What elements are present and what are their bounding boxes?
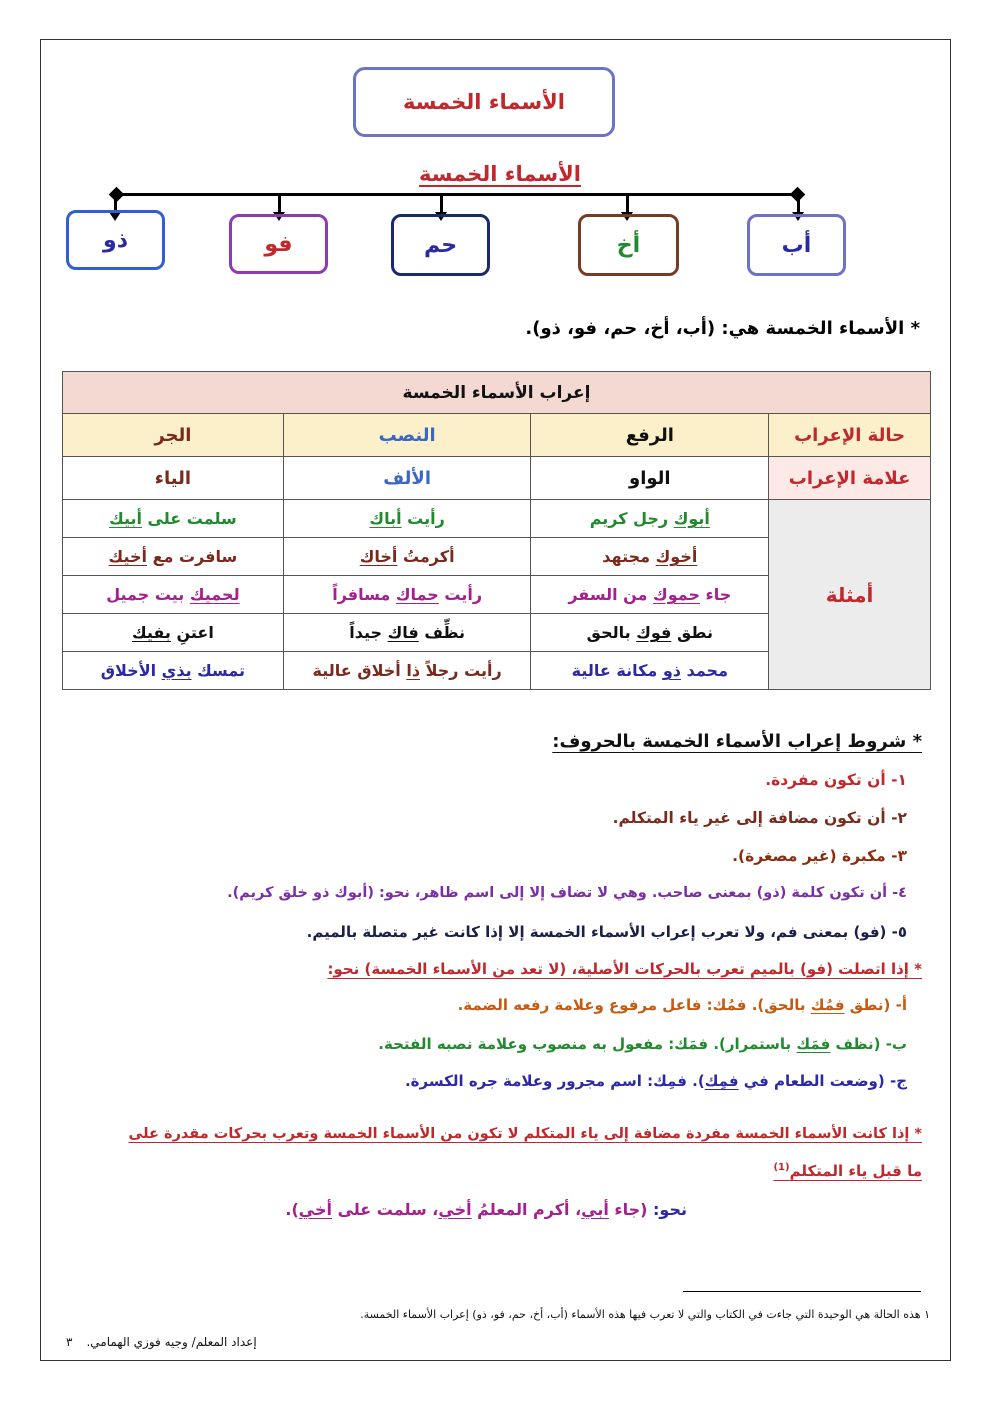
header-raf: الرفع — [531, 414, 769, 457]
tree-box-dhu: ذو — [66, 210, 165, 270]
example-jarr: سلمت على أبيك — [63, 500, 284, 538]
example-raf: نطق فوك بالحق — [531, 614, 769, 652]
example-nasb: رأيت أباك — [283, 500, 531, 538]
examples-label: أمثلة — [769, 500, 931, 690]
tree-box-ab: أب — [747, 214, 846, 276]
page-title: الأسماء الخمسة — [353, 67, 615, 137]
footer-credit: إعداد المعلم/ وجيه فوزي الهمامي. — [86, 1335, 257, 1349]
example-raf: أخوك مجتهد — [531, 538, 769, 576]
mim-example-b: ب- (نظف فمَك باستمرار). فمَك: مفعول به منصوب وعلامة نصبه الفتحة. — [378, 1035, 907, 1053]
example-nasb: رأيت رجلاً ذا أخلاق عالية — [283, 652, 531, 690]
tree-box-ham: حم — [391, 214, 490, 276]
condition-item: ٣- مكبرة (غير مصغرة). — [732, 847, 907, 865]
example-nasb: رأيت حماك مسافراً — [283, 576, 531, 614]
mim-note-title: * إذا اتصلت (فو) بالميم تعرب بالحركات الأصلية، (لا تعد من الأسماء الخمسة) نحو: — [327, 960, 922, 978]
example-jarr: سافرت مع أخيك — [63, 538, 284, 576]
footnote-text: ١ هذه الحالة هي الوحيدة التي جاءت في الكتاب والتي لا تعرب فيها هذه الأسماء (أب، أخ، حم، فو، ذو) إعراب الأسماء الخمسة. — [360, 1308, 930, 1321]
irab-table — [62, 371, 931, 690]
example-jarr: اعتنِ بفيك — [63, 614, 284, 652]
table-title: إعراب الأسماء الخمسة — [63, 372, 931, 414]
header-jarr: الجر — [63, 414, 284, 457]
ya-note-line1: * إذا كانت الأسماء الخمسة مفردة مضافة إلى ياء المتكلم لا تكون من الأسماء الخمسة وتعرب بحركات مقدرة على — [128, 1126, 922, 1142]
conditions-title: * شروط إعراب الأسماء الخمسة بالحروف: — [552, 731, 922, 752]
condition-item: ٤- أن تكون كلمة (ذو) بمعنى صاحب. وهي لا تضاف إلا إلى اسم ظاهر، نحو: (أبوك ذو خلق كريم). — [227, 885, 907, 901]
footer — [66, 1335, 257, 1349]
example-nasb: أكرمتُ أخاك — [283, 538, 531, 576]
signs-label: علامة الإعراب — [769, 457, 931, 500]
footnote-ref: (1) — [773, 1162, 790, 1173]
condition-item: ٢- أن تكون مضافة إلى غير ياء المتكلم. — [612, 809, 907, 827]
header-nasb: النصب — [283, 414, 531, 457]
tree-box-akh: أخ — [578, 214, 679, 276]
ya-note-example: نحو: (جاء أبي، أكرم المعلمُ أخي، سلمت على أخي). — [285, 1200, 687, 1219]
example-raf: أبوك رجل كريم — [531, 500, 769, 538]
sign-nasb: الألف — [283, 457, 531, 500]
condition-item: ١- أن تكون مفردة. — [765, 771, 907, 789]
sign-jarr: الياء — [63, 457, 284, 500]
mim-example-a: أ- (نطق فمُك بالحق). فمُك: فاعل مرفوع وعلامة رفعه الضمة. — [457, 996, 907, 1014]
page-number: ٣ — [66, 1335, 73, 1349]
example-nasb: نظِّف فاك جيداً — [283, 614, 531, 652]
condition-item: ٥- (فو) بمعنى فم، ولا تعرب إعراب الأسماء الخمسة إلا إذا كانت غير متصلة بالميم. — [306, 923, 907, 941]
tree-horizontal-line — [116, 193, 800, 196]
example-jarr: تمسك بذي الأخلاق — [63, 652, 284, 690]
mim-example-c: ج- (وضعت الطعام في فمِك). فمِك: اسم مجرور وعلامة جره الكسرة. — [404, 1072, 907, 1090]
tree-title: الأسماء الخمسة — [419, 162, 581, 186]
example-raf: محمد ذو مكانة عالية — [531, 652, 769, 690]
definition-text: * الأسماء الخمسة هي: (أب، أخ، حم، فو، ذو). — [525, 318, 920, 339]
example-jarr: لحميك بيت جميل — [63, 576, 284, 614]
ya-note-line2: ما قبل ياء المتكلم$^{(1)}$ — [773, 1162, 922, 1180]
tree-box-fu: فو — [229, 214, 328, 274]
sign-raf: الواو — [531, 457, 769, 500]
example-raf: جاء حموك من السفر — [531, 576, 769, 614]
footnote-divider — [683, 1291, 921, 1292]
header-label: حالة الإعراب — [769, 414, 931, 457]
